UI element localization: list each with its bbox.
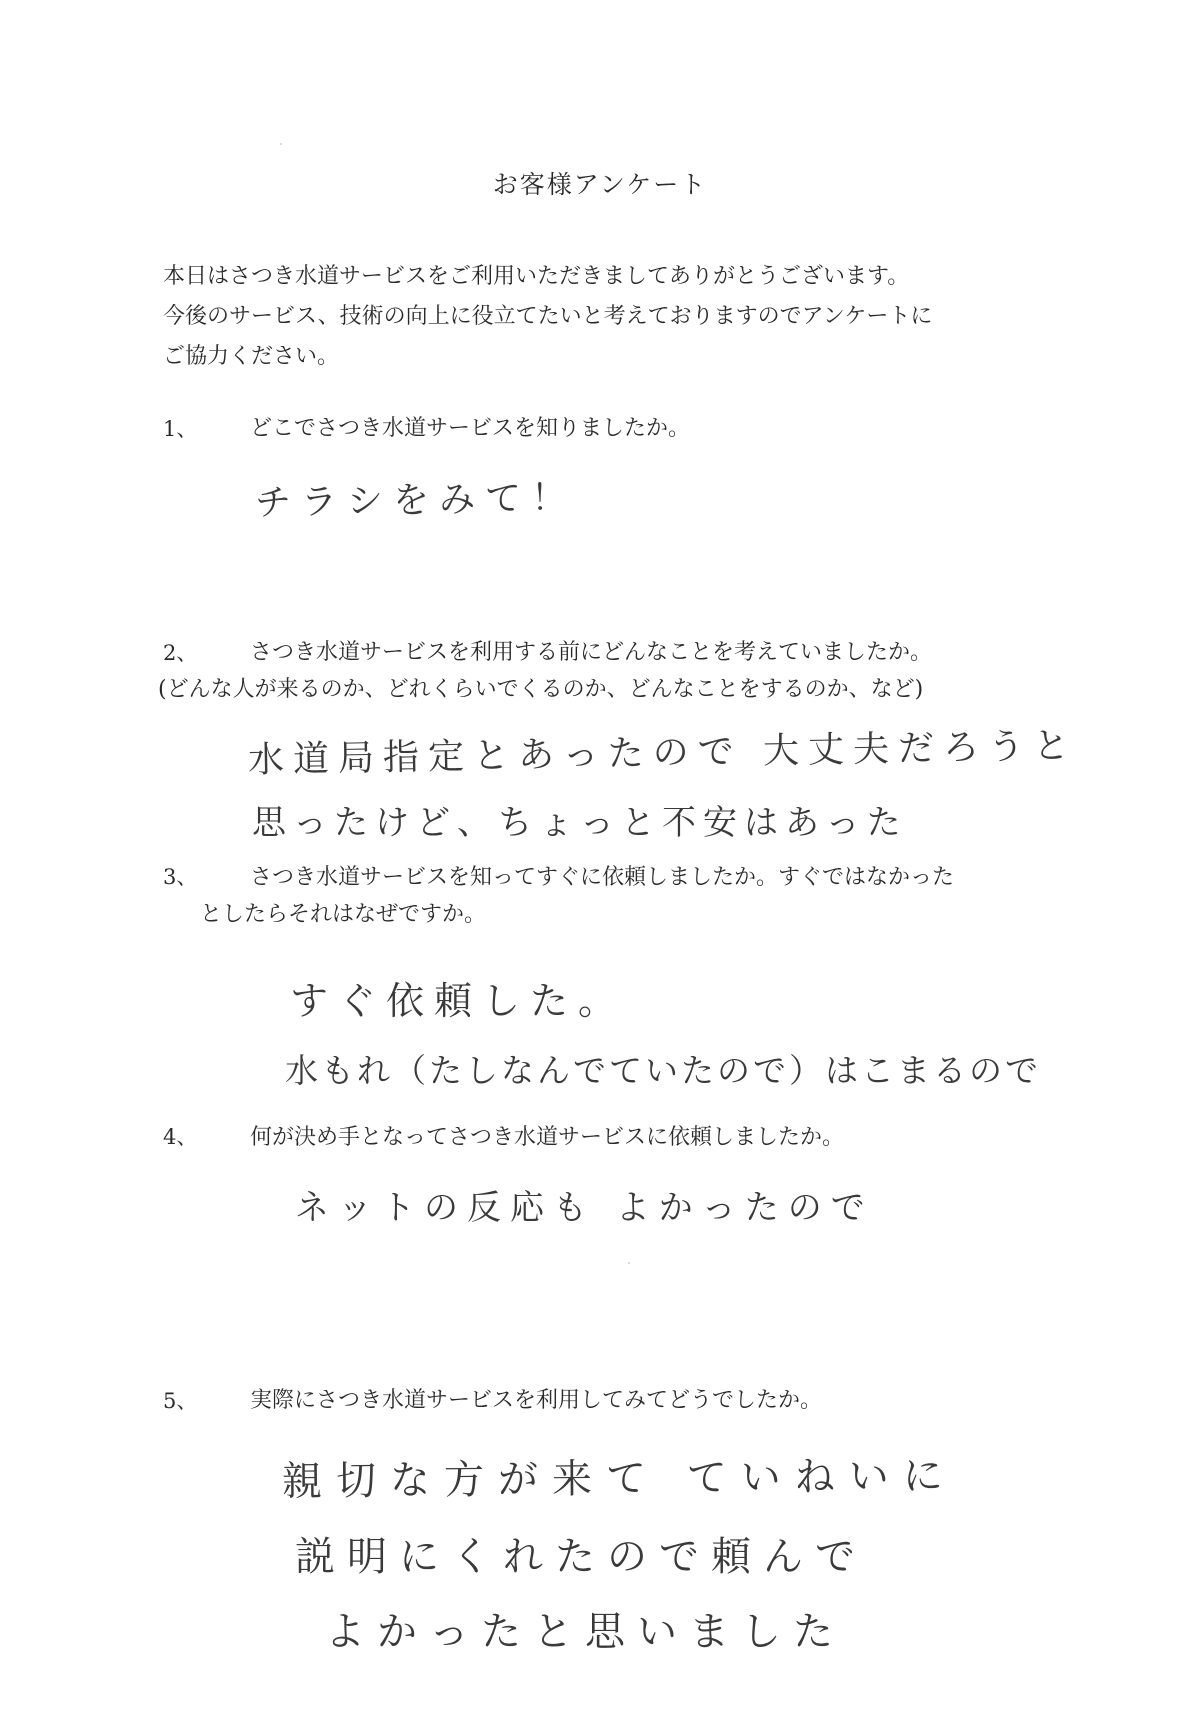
page-title: お客様アンケート	[492, 170, 708, 199]
question-2-number: 2、	[163, 641, 198, 665]
question-3-subtext: としたらそれはなぜですか。	[200, 902, 487, 927]
answer-1-line-1: チラシをみて！	[254, 477, 578, 524]
answer-5-line-3: よかったと思いました	[325, 1609, 845, 1655]
question-1-text: どこでさつき水道サービスを知りましたか。	[250, 416, 691, 441]
answer-5-line-2: 説明にくれたので頼んで	[295, 1534, 867, 1580]
question-1-number: 1、	[163, 417, 198, 441]
answer-3-line-1: すぐ依頼した。	[290, 979, 627, 1023]
answer-4-line-1: ネットの反応も よかったので	[295, 1188, 874, 1228]
intro-line: ご協力ください。	[163, 344, 340, 369]
question-2-subtext: (どんな人が来るのか、どれくらいでくるのか、どんなことをするのか、など)	[158, 677, 924, 702]
answer-3-line-2: 水もれ（たしなんでていたので）はこまるので	[285, 1051, 1041, 1090]
intro-line: 本日はさつき水道サービスをご利用いただきましてありがとうございます。	[163, 264, 910, 289]
question-4-text: 何が決め手となってさつき水道サービスに依頼しましたか。	[250, 1125, 845, 1150]
scan-speck	[628, 1262, 630, 1264]
question-3-number: 3、	[163, 865, 198, 889]
answer-2-line-2: 思ったけど、ちょっと不安はあった	[252, 803, 908, 843]
question-5-number: 5、	[163, 1389, 198, 1413]
question-5-text: 実際にさつき水道サービスを利用してみてどうでしたか。	[250, 1388, 823, 1413]
intro-line: 今後のサービス、技術の向上に役立てたいと考えておりますのでアンケートに	[163, 304, 933, 329]
answer-5-line-1: 親切な方が来て ていねいに	[281, 1453, 957, 1505]
question-3-text: さつき水道サービスを知ってすぐに依頼しましたか。すぐではなかった	[250, 865, 955, 890]
scan-speck	[280, 143, 282, 145]
answer-2-line-1: 水道局指定とあったので 大丈夫だろうと	[247, 725, 1079, 781]
intro-paragraph	[163, 257, 1063, 377]
question-4-number: 4、	[163, 1125, 198, 1149]
question-2-text: さつき水道サービスを利用する前にどんなことを考えていましたか。	[250, 640, 933, 665]
